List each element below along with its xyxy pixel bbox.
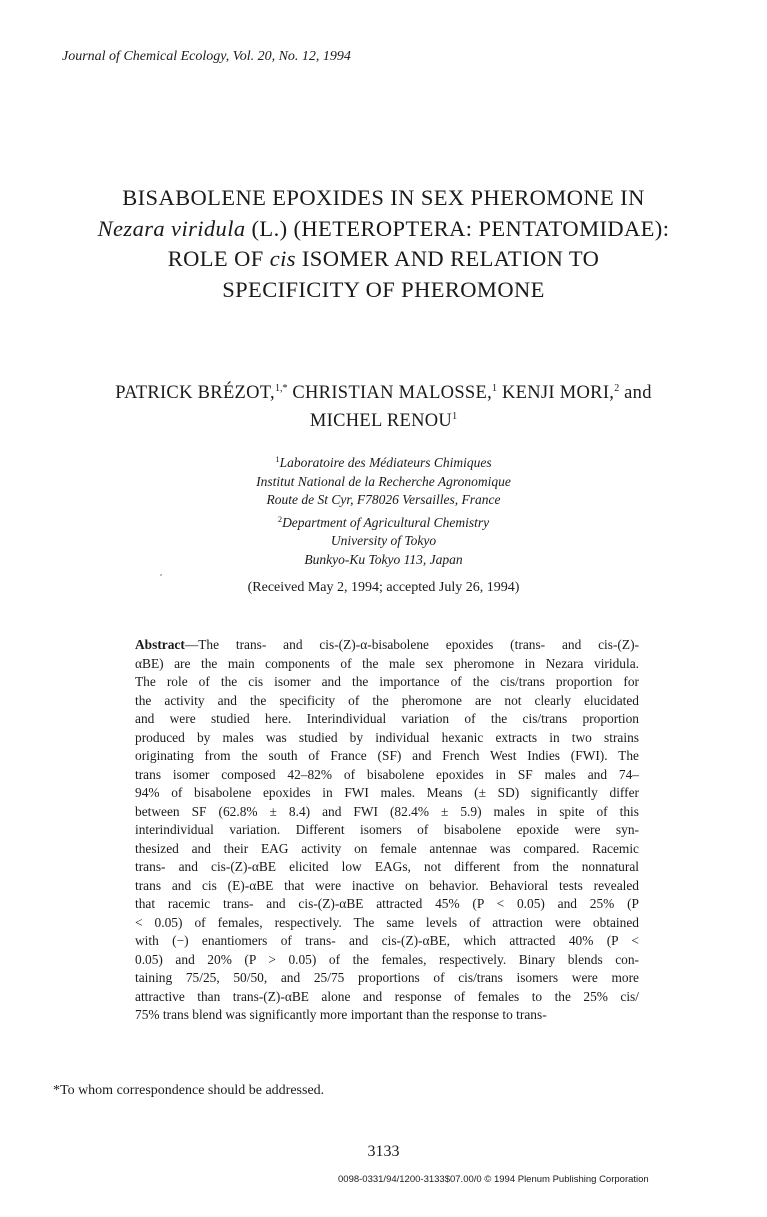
species-name: Nezara viridula: [97, 215, 246, 241]
authors-line-1: PATRICK BRÉZOT,$^{1,*}$ CHRISTIAN MALOSSE,$^1$ KENJI MORI,$^2$ and: [115, 383, 652, 403]
title-line-2: Nezara viridula (L.) (HETEROPTERA: PENTATOMIDAE):: [97, 215, 670, 241]
affiliation-address-2: Bunkyo-Ku Tokyo 113, Japan: [304, 551, 463, 567]
abstract-line: trans- and cis-(Z)-αBE elicited low EAGs, not different from the nonnatural: [135, 859, 639, 874]
correspondence-footnote: *To whom correspondence should be addressed.: [53, 1083, 325, 1098]
abstract-line: taining 75/25, 50/50, and 25/75 proportions of cis/trans isomers were more: [135, 970, 639, 985]
abstract-line: between SF (62.8% ± 8.4) and FWI (82.4% ± 5.9) males in spite of this: [135, 803, 639, 819]
abstract-line: 94% of bisabolene epoxides in FWI males. Means (± SD) significantly differ: [135, 785, 639, 800]
affiliation-lab: $^1$Laboratoire des Médiateurs Chimiques: [275, 454, 492, 470]
abstract-line: interindividual variation. Different isomers of bisabolene epoxide were syn-: [135, 822, 639, 837]
author-list: [40, 377, 727, 433]
abstract-line: Abstract—The trans- and cis-(Z)-α-bisabolene epoxides (trans- and cis-(Z)-: [135, 637, 639, 652]
page-number: 3133: [367, 1143, 400, 1160]
affiliation-university: University of Tokyo: [330, 533, 437, 548]
abstract-line: The role of the cis isomer and the importance of the cis/trans proportion for: [135, 674, 639, 689]
title-line-1: BISABOLENE EPOXIDES IN SEX PHEROMONE IN: [122, 185, 645, 210]
affiliation-dept: $^2$Department of Agricultural Chemistry: [277, 513, 490, 530]
authors-line-2: MICHEL RENOU$^1$: [309, 411, 458, 431]
author-renou: MICHEL RENOU: [309, 411, 453, 431]
copyright-line: 0098-0331/94/1200-3133$07.00/0 © 1994 Plenum Publishing Corporation: [338, 1174, 649, 1185]
abstract-line: thesized and their EAG activity on female antennae was compared. Racemic: [135, 840, 639, 856]
title-line-3: ROLE OF cis ISOMER AND RELATION TO: [167, 246, 600, 271]
author-brezot: PATRICK BRÉZOT,: [115, 383, 275, 403]
affiliation-address-1: Route de St Cyr, F78026 Versailles, France: [266, 492, 501, 507]
abstract-line: < 0.05) of females, respectively. The same levels of attraction were obtained: [135, 914, 639, 930]
abstract-line: produced by males was studied by individual hexanic extracts in two strains: [135, 729, 639, 745]
author-malosse: CHRISTIAN MALOSSE,: [287, 383, 493, 403]
scan-speck: [160, 574, 162, 576]
abstract-line: 75% trans blend was significantly more important than the response to trans-: [135, 1007, 547, 1022]
affiliation-institute: Institut National de la Recherche Agronomique: [256, 473, 511, 489]
title-line-4: SPECIFICITY OF PHEROMONE: [222, 276, 545, 302]
abstract-line: with (−) enantiomers of trans- and cis-(Z)-αBE, which attracted 40% (P <: [135, 933, 639, 948]
abstract-label: Abstract: [135, 637, 185, 652]
author-mori: KENJI MORI,: [497, 383, 615, 403]
abstract-line: that racemic trans- and cis-(Z)-αBE attracted 45% (P < 0.05) and 25% (P: [135, 896, 639, 911]
abstract-line: αBE) are the main components of the male sex pheromone in Nezara viridula.: [135, 655, 639, 671]
abstract-line: and were studied here. Interindividual variation of the cis/trans proportion: [135, 711, 639, 726]
affiliations: [40, 450, 727, 569]
abstract-line: attractive than trans-(Z)-αBE alone and response of females to the 25% cis/: [135, 988, 639, 1004]
abstract-line: originating from the south of France (SF) and French West Indies (FWI). The: [135, 748, 639, 763]
abstract: [135, 636, 639, 1025]
abstract-line: 0.05) and 20% (P > 0.05) of the females, respectively. Binary blends con-: [135, 951, 639, 967]
abstract-line: trans and cis (E)-αBE that were inactive on behavior. Behavioral tests revealed: [135, 877, 639, 893]
received-dates: (Received May 2, 1994; accepted July 26, 1994): [247, 580, 520, 595]
abstract-line: the activity and the specificity of the pheromone are not clearly elucidated: [135, 692, 639, 708]
abstract-line: trans isomer composed 42–82% of bisabolene epoxides in SF males and 74–: [135, 766, 639, 782]
journal-citation: Journal of Chemical Ecology, Vol. 20, No. 12, 1994: [62, 49, 351, 64]
paper-title: [40, 183, 727, 305]
